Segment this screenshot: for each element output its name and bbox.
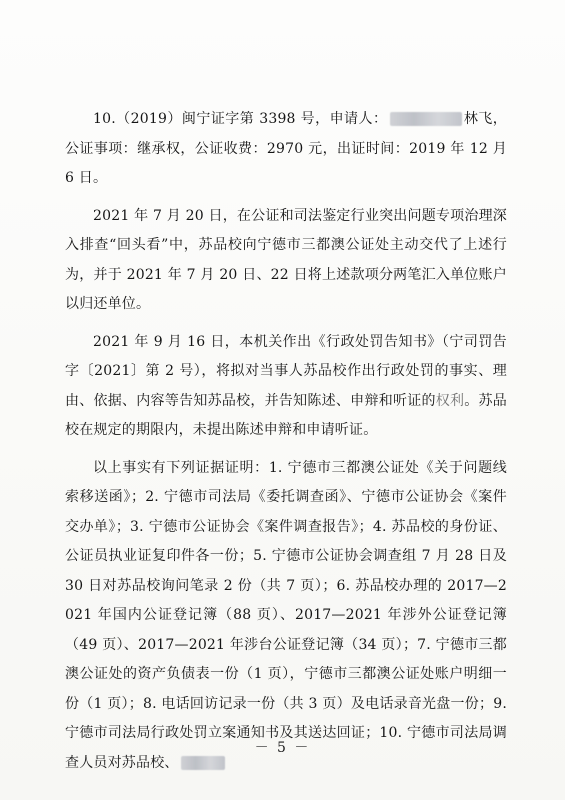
redacted-applicant-names — [390, 112, 462, 126]
struck-word: 权利 — [435, 392, 465, 409]
redacted-person-name — [181, 756, 225, 770]
evidence-text: 以上事实有下列证据证明：1. 宁德市三都澳公证处《关于问题线索移送函》；2. 宁德市司法局《委托调查函》、宁德市公证协会《案件交办单》；3. 宁德市公证协会《案件调查报告》；4. 苏品校的身份证、公证员执业证复印件各一份；5. 宁德市公证协会调查组 7 月 28 日及 30 日对苏品校询问笔录 2 份（共 7 页）；6. 苏品校办理的 2017—2021 年国内公证登记簿（88 页）、2017—2021 年涉外公证登记簿（49 页）、2017—2021 年涉台公证登记簿（34 页）；7. 宁德市三都澳公证处的资产负债表一份（1 页），宁德市三都澳公证处账户明细一份（1 页）；8. 电话回访记录一份（共 3 页）及电话录音光盘一份；9. 宁德市司法局行政处罚立案通知书及其送达回证；10. 宁德市司法局调查人员对苏品校、 — [65, 459, 507, 771]
paragraph-notarization-record — [65, 105, 507, 194]
record-text-end: 林飞，公证事项：继承权，公证收费：2970 元，出证时间：2019 年 12 月 6 日。 — [65, 111, 507, 186]
paragraph-penalty-notice — [65, 328, 507, 446]
paragraph-self-report: 2021 年 7 月 20 日，在公证和司法鉴定行业突出问题专项治理深入排查“回头看”中，苏品校向宁德市三都澳公证处主动交代了上述行为，并于 2021 年 7 月 20 日、22 日将上述款项分两笔汇入单位账户以归还单位。 — [65, 207, 507, 312]
record-text-start: 10.（2019）闽宁证字第 3398 号，申请人： — [93, 111, 388, 127]
notice-text-start: 2021 年 9 月 16 日，本机关作出《行政处罚告知书》（宁司罚告字〔2021〕第 2 号），将拟对当事人苏品校作出行政处罚的事实、理由、依据、内容等告知苏品校，并告知陈述、申辩和听证的 — [65, 333, 507, 409]
page-number: － 5 － — [254, 740, 311, 756]
notice-text-end: 。苏品校在规定的期限内，未提出陈述申辩和申请听证。 — [65, 392, 507, 438]
paragraph-evidence-list — [65, 454, 507, 779]
